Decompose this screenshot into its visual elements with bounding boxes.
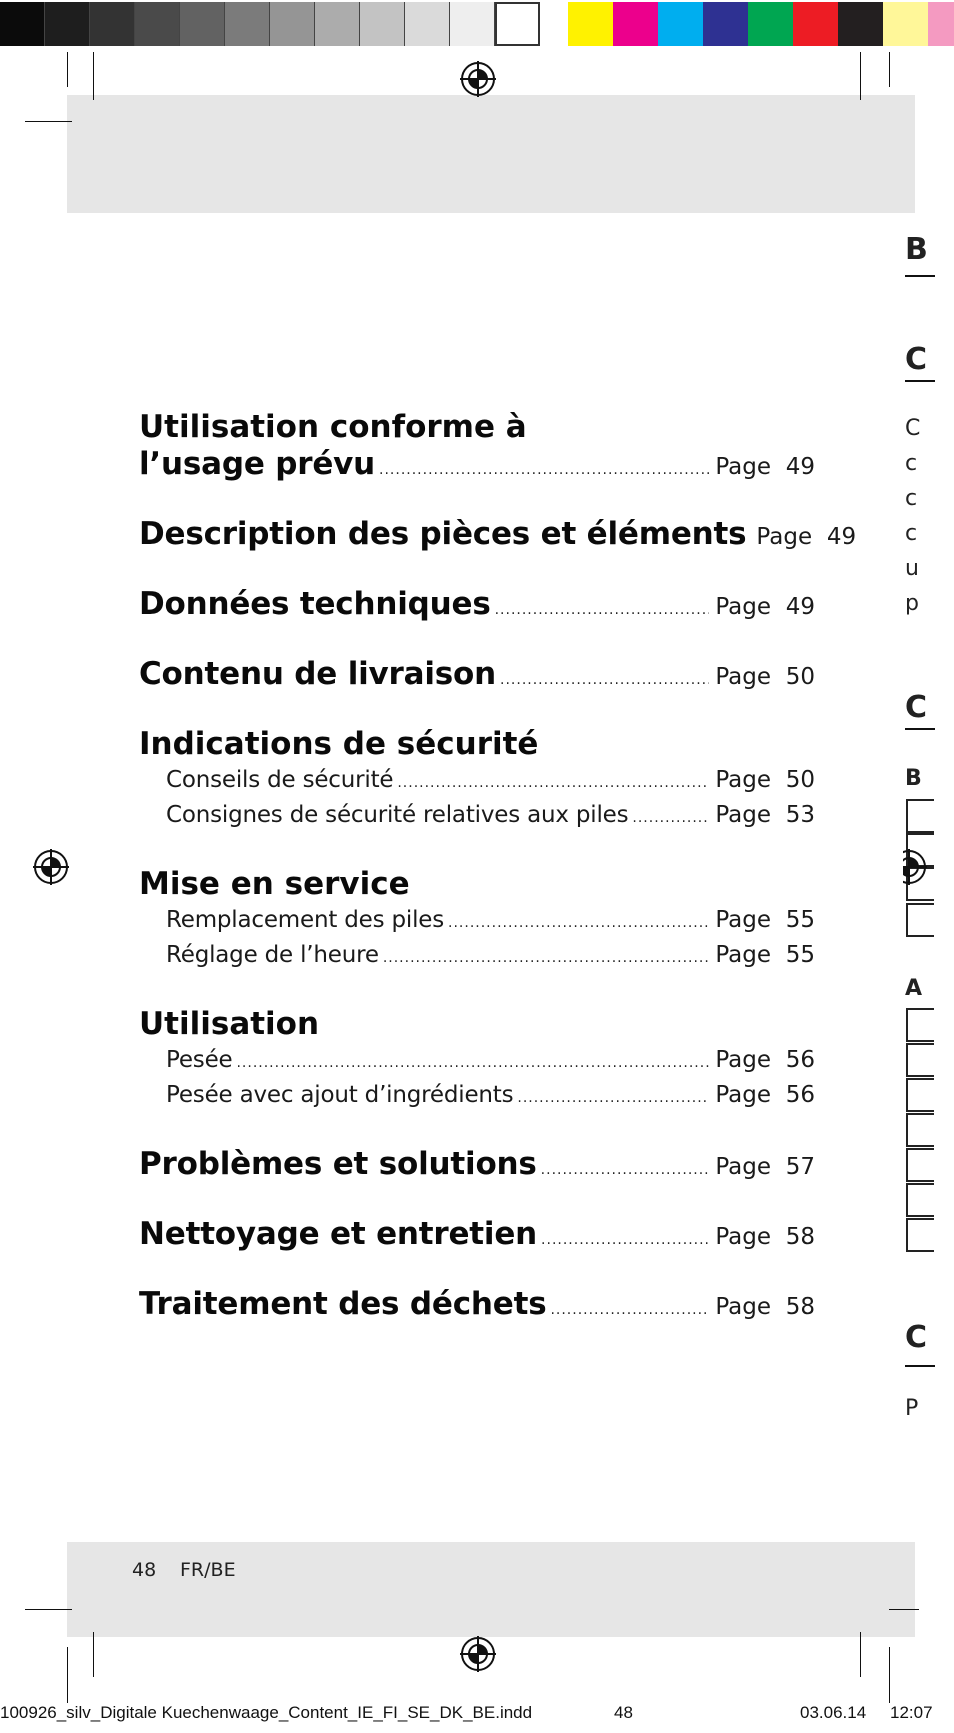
- toc-leader-dots: [517, 1090, 709, 1106]
- toc-entry[interactable]: [139, 1286, 815, 1322]
- fragment-table-cell: [906, 799, 934, 833]
- toc-page-ref: Page 53: [715, 802, 815, 828]
- crop-mark: [25, 121, 72, 122]
- toc-page-ref: Page 56: [715, 1047, 815, 1073]
- fragment-rule: [905, 728, 935, 730]
- fragment-letter: C: [905, 1320, 928, 1355]
- toc-section-heading[interactable]: Mise en service: [139, 866, 410, 902]
- facing-page-fragment: [903, 0, 954, 1733]
- toc-subentry[interactable]: [139, 907, 815, 933]
- toc-page-ref: Page 49: [715, 594, 815, 620]
- crop-mark: [67, 1647, 68, 1703]
- toc-entry-title: Remplacement des piles: [166, 907, 445, 933]
- toc-page-ref: Page 55: [715, 942, 815, 968]
- crop-mark: [889, 52, 890, 87]
- crop-mark: [860, 52, 861, 100]
- toc-subentry[interactable]: [139, 767, 815, 793]
- slug-filename: 100926_silv_Digitale Kuechenwaage_Content_IE_FI_SE_DK_BE.indd: [0, 1703, 533, 1722]
- toc-entry[interactable]: [139, 586, 815, 622]
- toc-entry[interactable]: [139, 656, 815, 692]
- toc-page-ref: Page 50: [715, 664, 815, 690]
- fragment-rule: [905, 1365, 935, 1367]
- toc-page-ref: Page 58: [715, 1224, 815, 1250]
- toc-leader-dots: [379, 462, 709, 478]
- toc-heading-line1: Utilisation conforme à: [139, 409, 527, 445]
- toc-page-ref: Page 50: [715, 767, 815, 793]
- toc-leader-dots: [541, 1162, 710, 1178]
- toc-leader-dots: [550, 1302, 709, 1318]
- toc-entry-title: Conseils de sécurité: [166, 767, 394, 793]
- fragment-table-cell: [906, 1148, 934, 1182]
- toc-entry[interactable]: [139, 446, 815, 482]
- crop-mark: [889, 1647, 890, 1703]
- toc-entry[interactable]: [139, 516, 857, 552]
- fragment-letter: A: [905, 976, 923, 1001]
- toc-subentry[interactable]: [139, 1082, 815, 1108]
- toc-entry[interactable]: [139, 1146, 815, 1182]
- toc-leader-dots: [541, 1232, 709, 1248]
- slug-date: 03.06.14: [800, 1703, 867, 1722]
- toc-page-ref: Page 58: [715, 1294, 815, 1320]
- toc-leader-dots: [383, 950, 710, 966]
- gray-swatch: [45, 2, 90, 46]
- gray-swatch: [0, 2, 45, 46]
- toc-page-ref: Page 56: [715, 1082, 815, 1108]
- toc-subentry[interactable]: [139, 942, 815, 968]
- toc-page-ref: Page 55: [715, 907, 815, 933]
- fragment-table-cell: [906, 903, 934, 937]
- toc-subentry[interactable]: [139, 802, 815, 828]
- toc-leader-dots: [236, 1055, 709, 1071]
- toc-entry-title: Données techniques: [139, 586, 491, 622]
- fragment-letter: B: [905, 766, 922, 791]
- toc-entry-title: Problèmes et solutions: [139, 1146, 537, 1182]
- fragment-letter: C: [905, 416, 921, 441]
- gray-swatch: [90, 2, 135, 46]
- slug-page: 48: [614, 1703, 633, 1722]
- slug-time: 12:07: [890, 1703, 933, 1722]
- crop-mark: [67, 52, 68, 87]
- toc-subentry[interactable]: [139, 1047, 815, 1073]
- fragment-letter: c: [905, 486, 918, 511]
- toc-entry-title: Traitement des déchets: [139, 1286, 547, 1322]
- fragment-letter: B: [905, 232, 928, 267]
- fragment-table-cell: [906, 1043, 934, 1077]
- toc-page-ref: Page 49: [756, 524, 857, 550]
- page-number: 48: [132, 1559, 157, 1581]
- fragment-letter: p: [905, 591, 919, 616]
- toc-leader-dots: [632, 810, 709, 826]
- crop-mark: [93, 1632, 94, 1677]
- toc-entry-title: Pesée: [166, 1047, 233, 1073]
- fragment-letter: C: [905, 342, 928, 377]
- toc-page-ref: Page 49: [715, 454, 815, 480]
- crop-mark: [93, 52, 94, 100]
- crop-mark: [25, 1609, 72, 1610]
- fragment-table-cell: [906, 1078, 934, 1112]
- toc-leader-dots: [500, 672, 709, 688]
- fragment-table-cell: [906, 1218, 934, 1252]
- registration-mark-icon: [31, 847, 71, 887]
- fragment-table-cell: [906, 1183, 934, 1217]
- fragment-letter: c: [905, 521, 918, 546]
- toc-entry[interactable]: [139, 1216, 815, 1252]
- toc-leader-dots: [495, 602, 710, 618]
- toc-entry-title: Pesée avec ajout d’ingrédients: [166, 1082, 514, 1108]
- fragment-rule: [905, 275, 935, 277]
- toc-section-heading[interactable]: Utilisation: [139, 1006, 320, 1042]
- fragment-letter: c: [905, 451, 918, 476]
- toc-entry-title: Réglage de l’heure: [166, 942, 379, 968]
- color-swatch: [838, 2, 883, 46]
- fragment-letter: C: [905, 690, 928, 725]
- fragment-letter: P: [905, 1396, 919, 1421]
- fragment-table-cell: [906, 1008, 934, 1042]
- toc-entry-title: Nettoyage et entretien: [139, 1216, 538, 1252]
- toc-leader-dots: [448, 915, 709, 931]
- toc-entry-title: Consignes de sécurité relatives aux piles: [166, 802, 629, 828]
- registration-mark-icon: [903, 847, 929, 887]
- locale-label: FR/BE: [180, 1559, 236, 1581]
- crop-mark: [860, 1632, 861, 1677]
- toc-page-ref: Page 57: [715, 1154, 815, 1180]
- toc-leader-dots: [397, 775, 709, 791]
- fragment-table-cell: [906, 1113, 934, 1147]
- toc-section-heading[interactable]: Indications de sécurité: [139, 726, 539, 762]
- toc-entry-title: Contenu de livraison: [139, 656, 497, 692]
- toc-entry-title: l’usage prévu: [139, 446, 376, 482]
- fragment-letter: u: [905, 556, 919, 581]
- toc-entry-title: Description des pièces et éléments: [139, 516, 747, 552]
- fragment-rule: [905, 380, 935, 382]
